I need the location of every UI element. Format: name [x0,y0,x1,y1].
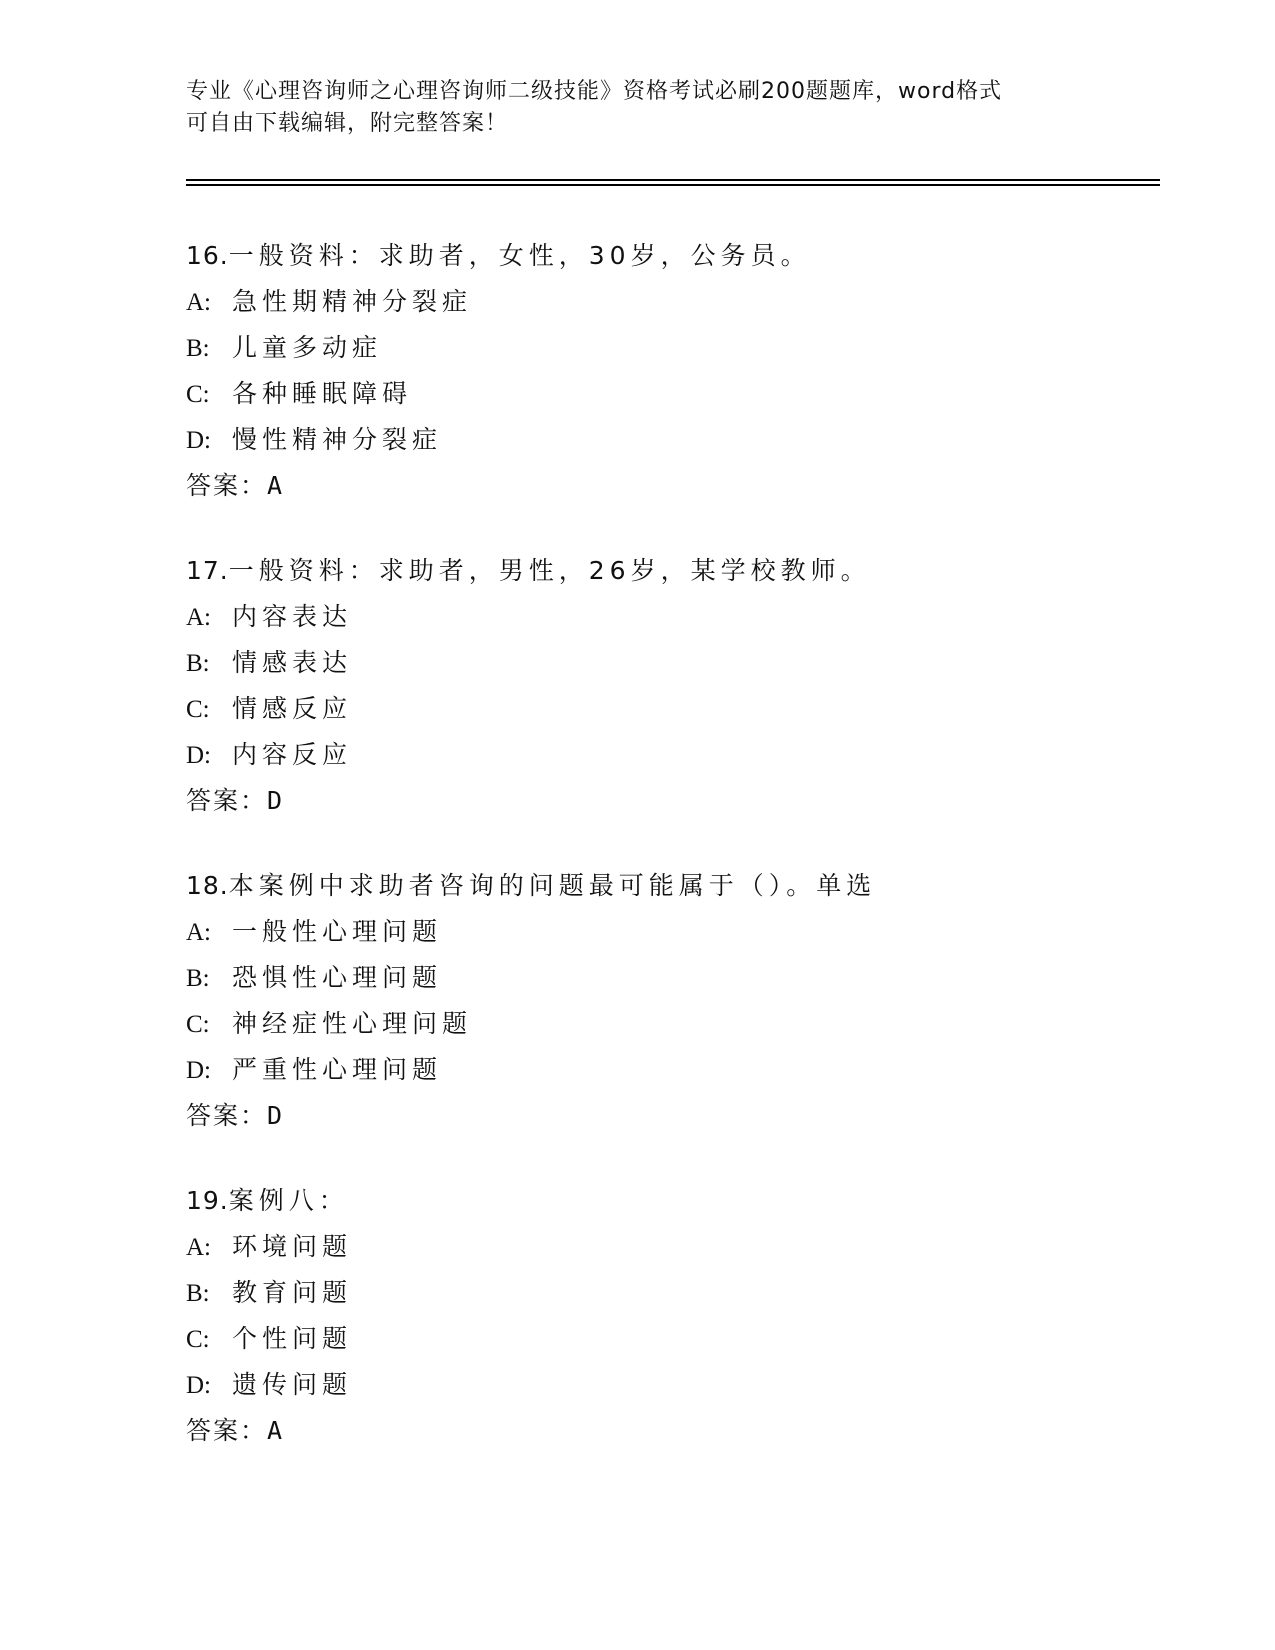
option-a [186,1224,1166,1270]
option-letter: D: [186,1057,211,1084]
question-stem [186,548,1166,594]
document-header [186,76,1086,140]
option-letter: C: [186,381,210,408]
answer-label: 答案： [186,471,268,500]
option-b [186,955,1166,1001]
answer-line [186,1408,1166,1454]
answer-label: 答案： [186,1416,268,1445]
option-a [186,279,1166,325]
option-c [186,686,1166,732]
option-letter: C: [186,1326,210,1353]
question-19 [186,1178,1166,1454]
header-divider-top [186,179,1160,181]
answer-value: A [267,471,283,500]
question-stem [186,863,1166,909]
option-letter: B: [186,1280,210,1307]
option-text: 严重性心理问题 [232,1055,443,1084]
question-17 [186,548,1166,824]
option-c [186,1001,1166,1047]
option-d [186,1362,1166,1408]
question-text: 一般资料：求助者，女性，30岁，公务员。 [228,241,811,270]
option-b [186,1270,1166,1316]
option-b [186,325,1166,371]
question-number: 17. [186,556,229,585]
answer-value: D [267,786,283,815]
answer-value: D [267,1101,283,1130]
option-text: 儿童多动症 [232,333,383,362]
option-b [186,640,1166,686]
answer-label: 答案： [186,1101,268,1130]
answer-line [186,463,1166,509]
header-line-1: 专业《心理咨询师之心理咨询师二级技能》资格考试必刷200题题库，word格式 [186,79,1003,104]
answer-label: 答案： [186,786,268,815]
option-text: 情感反应 [232,694,353,723]
option-letter: C: [186,696,210,723]
question-18 [186,863,1166,1139]
option-a [186,594,1166,640]
question-16 [186,233,1166,509]
option-text: 遗传问题 [232,1370,353,1399]
option-text: 恐惧性心理问题 [232,963,443,992]
option-letter: D: [186,427,211,454]
option-letter: D: [186,1372,211,1399]
option-letter: B: [186,335,210,362]
question-text: 一般资料：求助者，男性，26岁，某学校教师。 [228,556,871,585]
question-stem [186,1178,1166,1224]
option-c [186,371,1166,417]
option-d [186,1047,1166,1093]
question-stem [186,233,1166,279]
option-a [186,909,1166,955]
option-letter: A: [186,289,211,316]
question-number: 16. [186,241,229,270]
option-text: 情感表达 [232,648,353,677]
option-text: 一般性心理问题 [232,917,443,946]
option-letter: C: [186,1011,210,1038]
option-text: 急性期精神分裂症 [232,287,473,316]
option-text: 内容反应 [232,740,353,769]
option-letter: B: [186,965,210,992]
option-text: 慢性精神分裂症 [232,425,443,454]
question-number: 19. [186,1186,229,1215]
option-letter: D: [186,742,211,769]
question-text: 本案例中求助者咨询的问题最可能属于（）。单选 [228,871,877,900]
header-divider-bottom [186,184,1160,186]
option-text: 神经症性心理问题 [232,1009,473,1038]
answer-line [186,778,1166,824]
answer-value: A [267,1416,283,1445]
answer-line [186,1093,1166,1139]
option-text: 教育问题 [232,1278,353,1307]
question-number: 18. [186,871,229,900]
option-d [186,732,1166,778]
option-text: 环境问题 [232,1232,353,1261]
question-text: 案例八： [228,1186,349,1215]
option-d [186,417,1166,463]
option-c [186,1316,1166,1362]
option-text: 内容表达 [232,602,353,631]
header-line-2: 可自由下载编辑，附完整答案！ [186,111,509,136]
option-letter: A: [186,919,211,946]
option-letter: A: [186,604,211,631]
option-text: 个性问题 [232,1324,353,1353]
option-text: 各种睡眠障碍 [232,379,413,408]
option-letter: A: [186,1234,211,1261]
option-letter: B: [186,650,210,677]
